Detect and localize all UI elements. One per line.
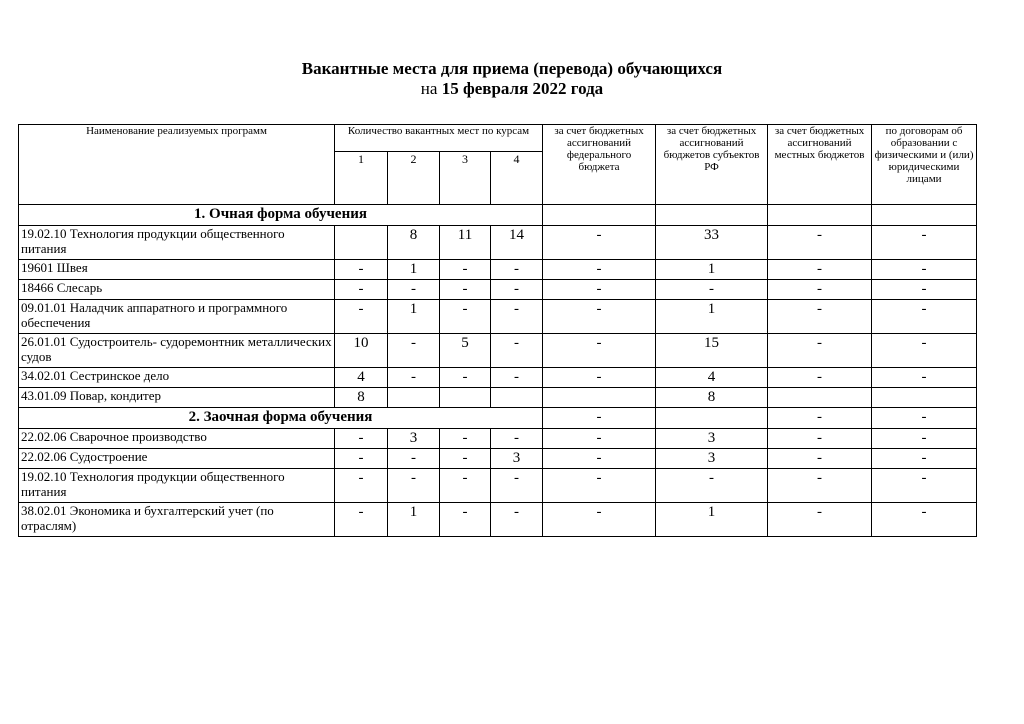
contract-value: -: [872, 226, 977, 260]
federal-value: -: [543, 429, 656, 449]
table-row: [19, 503, 977, 537]
course-2-value: 3: [388, 429, 440, 449]
section-extra-cell: [768, 205, 872, 226]
table-row: [19, 300, 977, 334]
course-1-value: -: [335, 469, 388, 503]
section-extra-cell: [872, 205, 977, 226]
course-3: 3: [440, 152, 491, 205]
vacancies-table: [18, 124, 977, 537]
course-4-value: -: [491, 503, 543, 537]
title-date: 15 февраля 2022 года: [441, 79, 604, 98]
course-4-value: -: [491, 300, 543, 334]
federal-value: -: [543, 334, 656, 368]
course-3-value: -: [440, 449, 491, 469]
program-name: 38.02.01 Экономика и бухгалтерский учет (по отраслям): [19, 503, 335, 537]
contract-value: -: [872, 300, 977, 334]
course-4-value: -: [491, 368, 543, 388]
federal-value: -: [543, 226, 656, 260]
course-3-value: -: [440, 429, 491, 449]
federal-value: [543, 388, 656, 408]
header-contract: по договорам об образовании с физическими и (или) юридическими лицами: [872, 125, 977, 205]
contract-value: -: [872, 503, 977, 537]
contract-value: -: [872, 429, 977, 449]
course-1-value: -: [335, 300, 388, 334]
title-prefix: на: [420, 79, 438, 98]
section-title: 2. Заочная форма обучения: [19, 408, 543, 429]
contract-value: -: [872, 334, 977, 368]
regional-value: 15: [656, 334, 768, 368]
regional-value: 4: [656, 368, 768, 388]
course-4-value: [491, 388, 543, 408]
course-1-value: -: [335, 260, 388, 280]
course-3-value: -: [440, 469, 491, 503]
course-4: 4: [491, 152, 543, 205]
course-4-value: -: [491, 469, 543, 503]
course-3-value: -: [440, 300, 491, 334]
local-value: -: [768, 226, 872, 260]
contract-value: -: [872, 449, 977, 469]
program-name: 34.02.01 Сестринское дело: [19, 368, 335, 388]
course-2-value: 1: [388, 503, 440, 537]
contract-value: -: [872, 260, 977, 280]
course-1-value: -: [335, 449, 388, 469]
regional-value: 8: [656, 388, 768, 408]
header-federal: за счет бюджетных ассигнований федерального бюджета: [543, 125, 656, 205]
local-value: -: [768, 300, 872, 334]
course-3-value: 5: [440, 334, 491, 368]
local-value: -: [768, 429, 872, 449]
regional-value: 1: [656, 260, 768, 280]
program-name: 09.01.01 Наладчик аппаратного и программного обеспечения: [19, 300, 335, 334]
title-line-2: [0, 79, 1024, 99]
course-3-value: -: [440, 503, 491, 537]
course-1-value: [335, 226, 388, 260]
local-value: -: [768, 469, 872, 503]
course-4-value: -: [491, 280, 543, 300]
federal-value: -: [543, 260, 656, 280]
course-2-value: -: [388, 334, 440, 368]
header-regional: за счет бюджетных ассигнований бюджетов субъектов РФ: [656, 125, 768, 205]
federal-value: -: [543, 300, 656, 334]
course-4-value: -: [491, 260, 543, 280]
program-name: 22.02.06 Судостроение: [19, 449, 335, 469]
course-1-value: 10: [335, 334, 388, 368]
course-2-value: -: [388, 449, 440, 469]
program-name: 19601 Швея: [19, 260, 335, 280]
regional-value: -: [656, 469, 768, 503]
table-row: [19, 260, 977, 280]
local-value: -: [768, 368, 872, 388]
program-name: 19.02.10 Технология продукции общественного питания: [19, 469, 335, 503]
contract-value: -: [872, 469, 977, 503]
table-row: [19, 469, 977, 503]
section-extra-cell: -: [768, 408, 872, 429]
local-value: [768, 388, 872, 408]
regional-value: 1: [656, 300, 768, 334]
contract-value: -: [872, 280, 977, 300]
section-extra-cell: [543, 205, 656, 226]
contract-value: -: [872, 368, 977, 388]
course-3-value: -: [440, 260, 491, 280]
program-name: 43.01.09 Повар, кондитер: [19, 388, 335, 408]
federal-value: -: [543, 503, 656, 537]
local-value: -: [768, 449, 872, 469]
course-1-value: 8: [335, 388, 388, 408]
header-programs: Наименование реализуемых программ: [19, 125, 335, 205]
course-1-value: -: [335, 429, 388, 449]
course-2-value: -: [388, 280, 440, 300]
course-4-value: -: [491, 334, 543, 368]
course-4-value: -: [491, 429, 543, 449]
local-value: -: [768, 503, 872, 537]
table-row: [19, 449, 977, 469]
course-1-value: 4: [335, 368, 388, 388]
regional-value: 1: [656, 503, 768, 537]
regional-value: 33: [656, 226, 768, 260]
contract-value: [872, 388, 977, 408]
federal-value: -: [543, 368, 656, 388]
course-2-value: 1: [388, 300, 440, 334]
regional-value: -: [656, 280, 768, 300]
course-2: 2: [388, 152, 440, 205]
course-2-value: [388, 388, 440, 408]
local-value: -: [768, 260, 872, 280]
document-title: [0, 59, 1024, 99]
section-extra-cell: -: [543, 408, 656, 429]
federal-value: -: [543, 449, 656, 469]
section-extra-cell: -: [872, 408, 977, 429]
course-2-value: 8: [388, 226, 440, 260]
course-2-value: -: [388, 368, 440, 388]
table-row: [19, 429, 977, 449]
program-name: 18466 Слесарь: [19, 280, 335, 300]
program-name: 26.01.01 Судостроитель- судоремонтник металлических судов: [19, 334, 335, 368]
section-row: [19, 408, 977, 429]
regional-value: 3: [656, 449, 768, 469]
section-row: [19, 205, 977, 226]
table-row: [19, 280, 977, 300]
course-1: 1: [335, 152, 388, 205]
course-2-value: -: [388, 469, 440, 503]
program-name: 22.02.06 Сварочное производство: [19, 429, 335, 449]
header-count: Количество вакантных мест по курсам: [335, 125, 543, 152]
table-row: [19, 388, 977, 408]
section-title: 1. Очная форма обучения: [19, 205, 543, 226]
header-row: [19, 125, 977, 152]
course-2-value: 1: [388, 260, 440, 280]
course-1-value: -: [335, 503, 388, 537]
course-3-value: -: [440, 280, 491, 300]
federal-value: -: [543, 280, 656, 300]
federal-value: -: [543, 469, 656, 503]
section-extra-cell: [656, 205, 768, 226]
table-row: [19, 334, 977, 368]
table-row: [19, 368, 977, 388]
table-row: [19, 226, 977, 260]
course-3-value: -: [440, 368, 491, 388]
header-local: за счет бюджетных ассигнований местных бюджетов: [768, 125, 872, 205]
course-4-value: 14: [491, 226, 543, 260]
regional-value: 3: [656, 429, 768, 449]
local-value: -: [768, 334, 872, 368]
course-3-value: [440, 388, 491, 408]
course-4-value: 3: [491, 449, 543, 469]
course-1-value: -: [335, 280, 388, 300]
section-extra-cell: [656, 408, 768, 429]
local-value: -: [768, 280, 872, 300]
course-3-value: 11: [440, 226, 491, 260]
program-name: 19.02.10 Технология продукции общественного питания: [19, 226, 335, 260]
title-line-1: Вакантные места для приема (перевода) обучающихся: [301, 59, 723, 78]
